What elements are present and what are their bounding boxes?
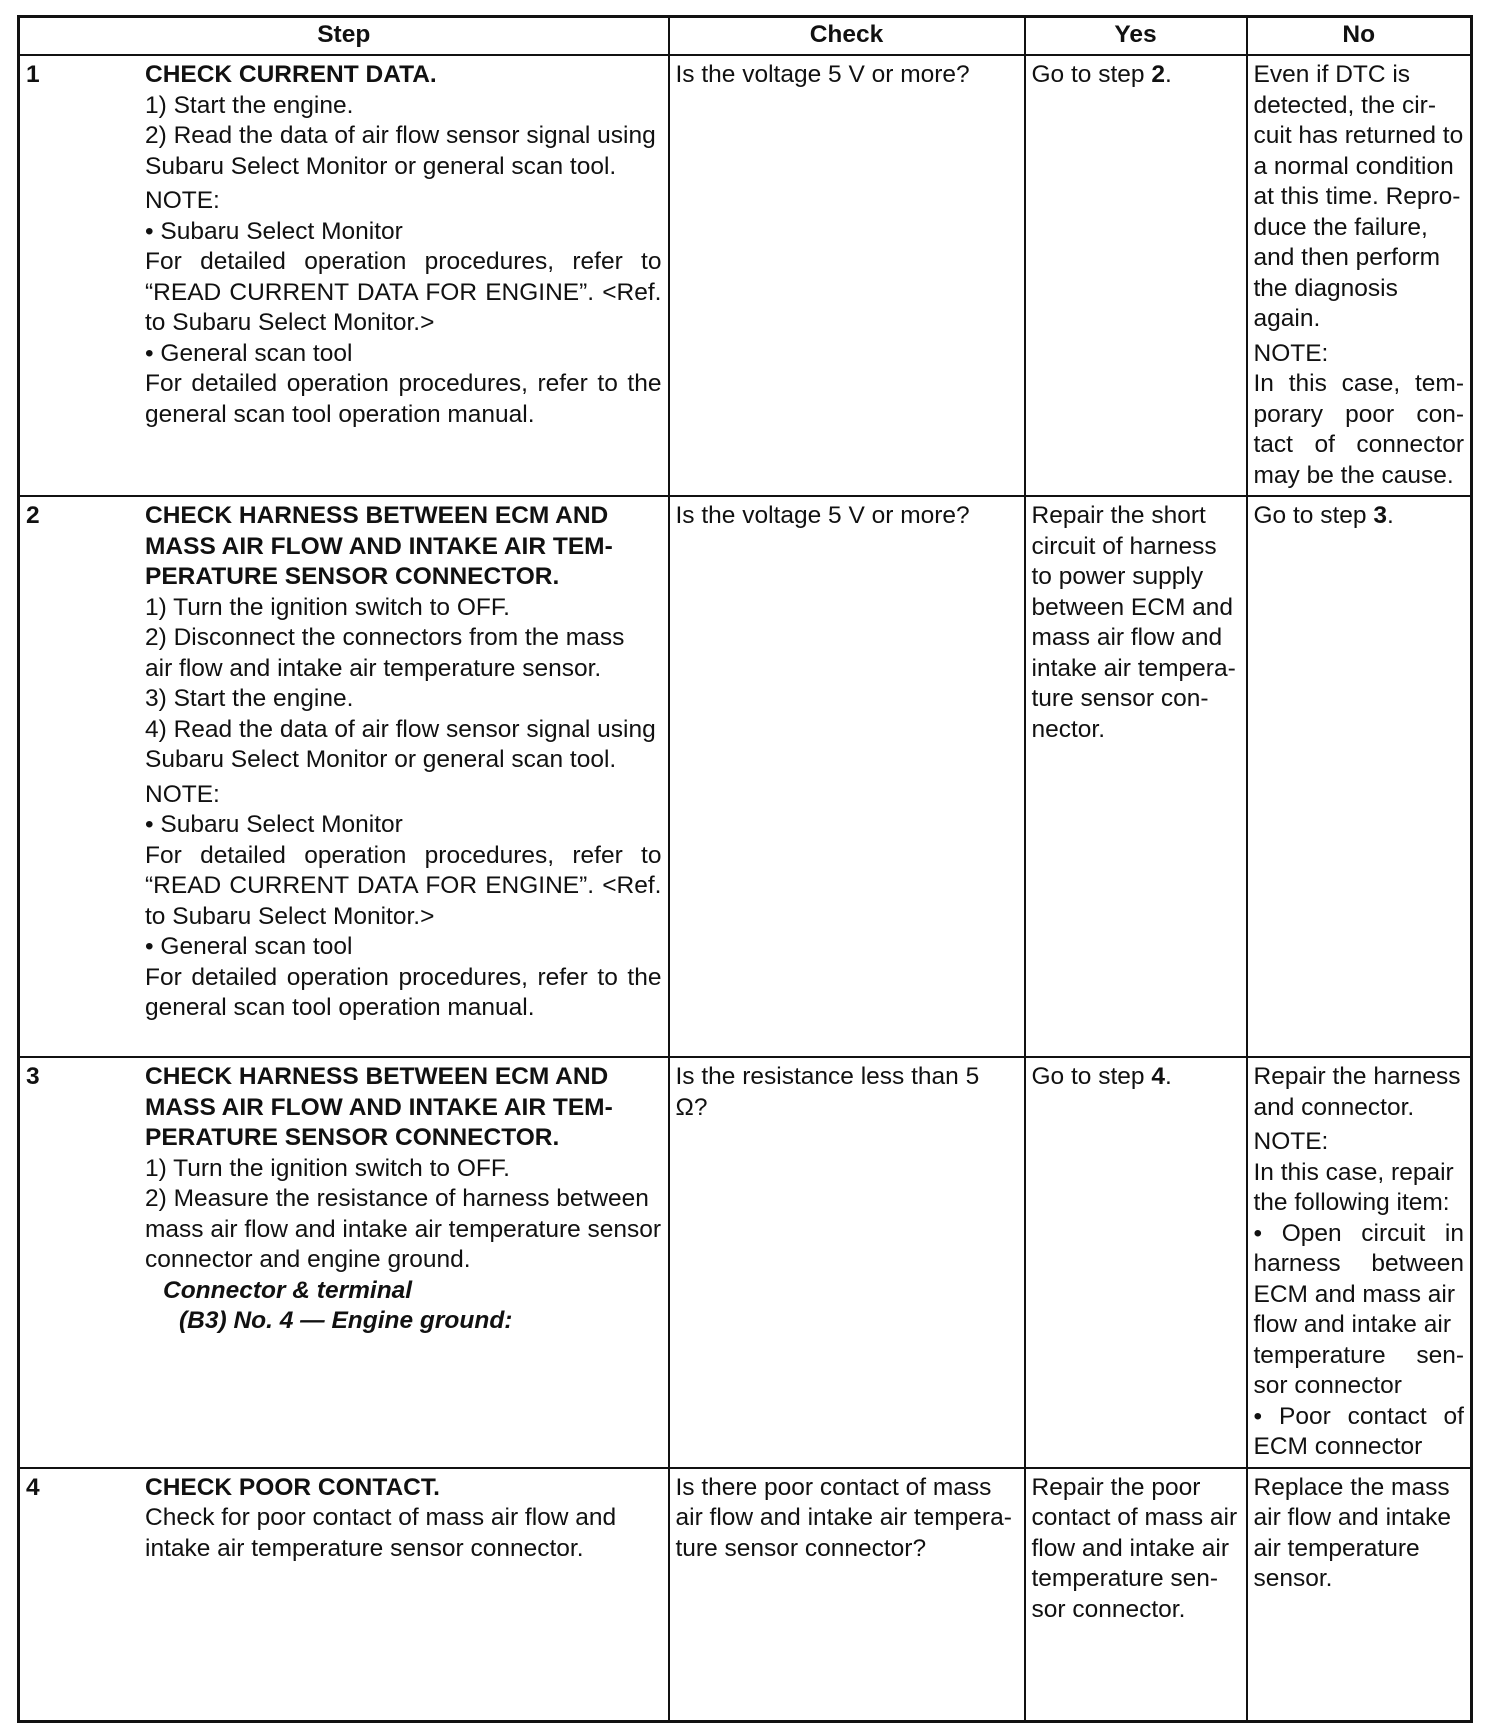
no-line: and then perform	[1253, 244, 1441, 271]
no-line: ECM and mass air	[1253, 1280, 1456, 1308]
no-line: temperature sen-	[1253, 1341, 1464, 1369]
step-cell	[19, 496, 669, 1057]
step-line: • Subaru Select Monitor	[145, 811, 403, 838]
step-line: intake air temperature sensor connector.	[145, 1534, 584, 1562]
note-label: NOTE:	[145, 780, 220, 808]
check-cell	[669, 1468, 1025, 1722]
no-line: Replace the mass	[1253, 1473, 1450, 1501]
step-line: For detailed operation procedures, refer to the	[145, 370, 662, 397]
check-cell	[669, 496, 1025, 1057]
step-cell	[19, 1468, 669, 1722]
no-line: sensor.	[1253, 1565, 1333, 1592]
table-row	[19, 55, 1472, 496]
note-label: NOTE:	[1253, 339, 1329, 367]
step-line: “READ CURRENT DATA FOR ENGINE”. <Ref.	[145, 872, 662, 899]
yes-line: mass air flow and	[1031, 624, 1223, 651]
yes-line: Repair the short	[1031, 502, 1206, 529]
check-text: Is the voltage 5 V or more?	[675, 502, 970, 529]
header-row	[19, 17, 1472, 56]
check-cell	[669, 55, 1025, 496]
step-line: • Subaru Select Monitor	[145, 217, 403, 245]
no-line: may be the cause.	[1253, 461, 1454, 489]
yes-text: Go to step	[1031, 1063, 1152, 1090]
step-line: Subaru Select Monitor or general scan tool.	[145, 152, 617, 180]
yes-step-ref: 4	[1151, 1063, 1165, 1090]
no-line: In this case, tem-	[1253, 370, 1464, 397]
step-body	[145, 60, 662, 430]
step-cell	[19, 55, 669, 496]
no-line: cuit has returned to	[1253, 122, 1464, 149]
check-line: ture sensor connector?	[675, 1534, 927, 1562]
no-line: Even if DTC is	[1253, 61, 1411, 88]
step-line: to Subaru Select Monitor.>	[145, 309, 435, 336]
yes-cell: Go to step 4.	[1025, 1057, 1247, 1468]
step-line: • General scan tool	[145, 339, 353, 367]
step-title: CHECK HARNESS BETWEEN ECM AND	[145, 502, 609, 529]
step-line: “READ CURRENT DATA FOR ENGINE”. <Ref.	[145, 278, 662, 306]
step-cell	[19, 1057, 669, 1468]
step-title: MASS AIR FLOW AND INTAKE AIR TEM-	[145, 1093, 613, 1121]
step-line: 2) Disconnect the connectors from the mass	[145, 624, 625, 651]
yes-line: contact of mass air	[1031, 1504, 1238, 1531]
step-title: CHECK POOR CONTACT.	[145, 1473, 440, 1501]
no-line: air temperature	[1253, 1534, 1420, 1562]
check-text: Is the voltage 5 V or more?	[675, 61, 970, 88]
step-line: 2) Measure the resistance of harness between	[145, 1185, 649, 1212]
header-no: No	[1247, 17, 1472, 56]
no-line: the following item:	[1253, 1189, 1450, 1216]
yes-line: to power supply	[1031, 563, 1204, 590]
step-body	[145, 1473, 662, 1565]
step-number: 4	[26, 1473, 40, 1501]
no-step-ref: 3	[1373, 502, 1387, 529]
check-line: Is there poor contact of mass	[675, 1473, 992, 1501]
step-body	[145, 1062, 662, 1337]
step-line: For detailed operation procedures, refer to	[145, 248, 662, 275]
no-cell	[1247, 55, 1472, 496]
step-line: to Subaru Select Monitor.>	[145, 902, 435, 930]
yes-cell	[1025, 496, 1247, 1057]
no-cell	[1247, 1468, 1472, 1722]
table-row	[19, 1057, 1472, 1468]
no-line: • Open circuit in	[1253, 1219, 1464, 1247]
header-step: Step	[19, 17, 669, 56]
step-line: general scan tool operation manual.	[145, 400, 535, 428]
step-title: MASS AIR FLOW AND INTAKE AIR TEM-	[145, 532, 613, 560]
step-line: For detailed operation procedures, refer to	[145, 841, 662, 869]
no-line: • Poor contact of	[1253, 1402, 1464, 1430]
yes-line: nector.	[1031, 715, 1106, 743]
note-label: NOTE:	[145, 187, 220, 214]
step-line: • General scan tool	[145, 933, 353, 960]
check-text: Is the resistance less than 5 Ω?	[675, 1063, 980, 1121]
connector-terminal-value: (B3) No. 4 — Engine ground:	[179, 1307, 513, 1334]
step-title: PERATURE SENSOR CONNECTOR.	[145, 1124, 560, 1151]
no-line: In this case, repair	[1253, 1158, 1454, 1186]
no-line: again.	[1253, 305, 1321, 332]
no-line: at this time. Repro-	[1253, 183, 1461, 210]
table-row	[19, 496, 1472, 1057]
yes-line: circuit of harness	[1031, 532, 1217, 560]
yes-line: between ECM and	[1031, 593, 1234, 621]
yes-text: Go to step	[1031, 61, 1152, 88]
check-line: air flow and intake air tempera-	[675, 1504, 1012, 1531]
no-line: air flow and intake	[1253, 1504, 1451, 1531]
no-text: Go to step	[1253, 502, 1374, 529]
header-check: Check	[669, 17, 1025, 56]
step-line: 3) Start the engine.	[145, 685, 354, 712]
note-label: NOTE:	[1253, 1128, 1329, 1155]
yes-cell: Go to step 2.	[1025, 55, 1247, 496]
no-line: harness between	[1253, 1250, 1464, 1277]
step-line: air flow and intake air temperature sensor.	[145, 654, 602, 682]
no-line: ECM connector	[1253, 1433, 1423, 1460]
step-line: Subaru Select Monitor or general scan tool.	[145, 746, 617, 773]
step-line: connector and engine ground.	[145, 1246, 471, 1273]
no-cell	[1247, 1057, 1472, 1468]
step-title: PERATURE SENSOR CONNECTOR.	[145, 563, 560, 590]
yes-line: Repair the poor	[1031, 1473, 1201, 1501]
no-line: detected, the cir-	[1253, 91, 1436, 119]
no-line: sor connector	[1253, 1372, 1402, 1399]
no-line: a normal condition	[1253, 152, 1454, 180]
step-line: 1) Turn the ignition switch to OFF.	[145, 593, 510, 621]
connector-terminal-label: Connector & terminal	[163, 1276, 413, 1304]
no-line: Repair the harness	[1253, 1063, 1461, 1090]
no-line: porary poor con-	[1253, 400, 1464, 428]
step-line: mass air flow and intake air temperature sensor	[145, 1215, 662, 1243]
no-line: the diagnosis	[1253, 274, 1398, 302]
step-body	[145, 501, 662, 1024]
no-line: and connector.	[1253, 1093, 1415, 1121]
yes-line: intake air tempera-	[1031, 654, 1236, 682]
yes-line: flow and intake air	[1031, 1534, 1229, 1562]
yes-step-ref: 2	[1151, 61, 1165, 88]
no-line: flow and intake air	[1253, 1311, 1451, 1338]
no-line: duce the failure,	[1253, 213, 1428, 241]
step-title: CHECK HARNESS BETWEEN ECM AND	[145, 1063, 609, 1090]
step-title: CHECK CURRENT DATA.	[145, 61, 437, 88]
yes-line: ture sensor con-	[1031, 685, 1209, 712]
no-line: tact of connector	[1253, 431, 1464, 458]
yes-line: temperature sen-	[1031, 1565, 1219, 1592]
step-line: 1) Start the engine.	[145, 91, 354, 119]
header-yes: Yes	[1025, 17, 1247, 56]
yes-line: sor connector.	[1031, 1595, 1186, 1623]
step-line: 1) Turn the ignition switch to OFF.	[145, 1154, 510, 1182]
step-line: For detailed operation procedures, refer to the	[145, 963, 662, 991]
step-number: 2	[26, 502, 40, 529]
diagnostic-table	[17, 15, 1473, 1723]
yes-cell	[1025, 1468, 1247, 1722]
step-number: 3	[26, 1063, 40, 1090]
table-row	[19, 1468, 1472, 1722]
step-number: 1	[26, 61, 40, 88]
no-cell: Go to step 3.	[1247, 496, 1472, 1057]
step-line: 4) Read the data of air flow sensor signal using	[145, 715, 656, 743]
step-line: general scan tool operation manual.	[145, 994, 535, 1021]
diagnostic-table-container	[17, 15, 1470, 1723]
step-line: 2) Read the data of air flow sensor signal using	[145, 122, 656, 149]
check-cell	[669, 1057, 1025, 1468]
step-line: Check for poor contact of mass air flow and	[145, 1504, 617, 1531]
